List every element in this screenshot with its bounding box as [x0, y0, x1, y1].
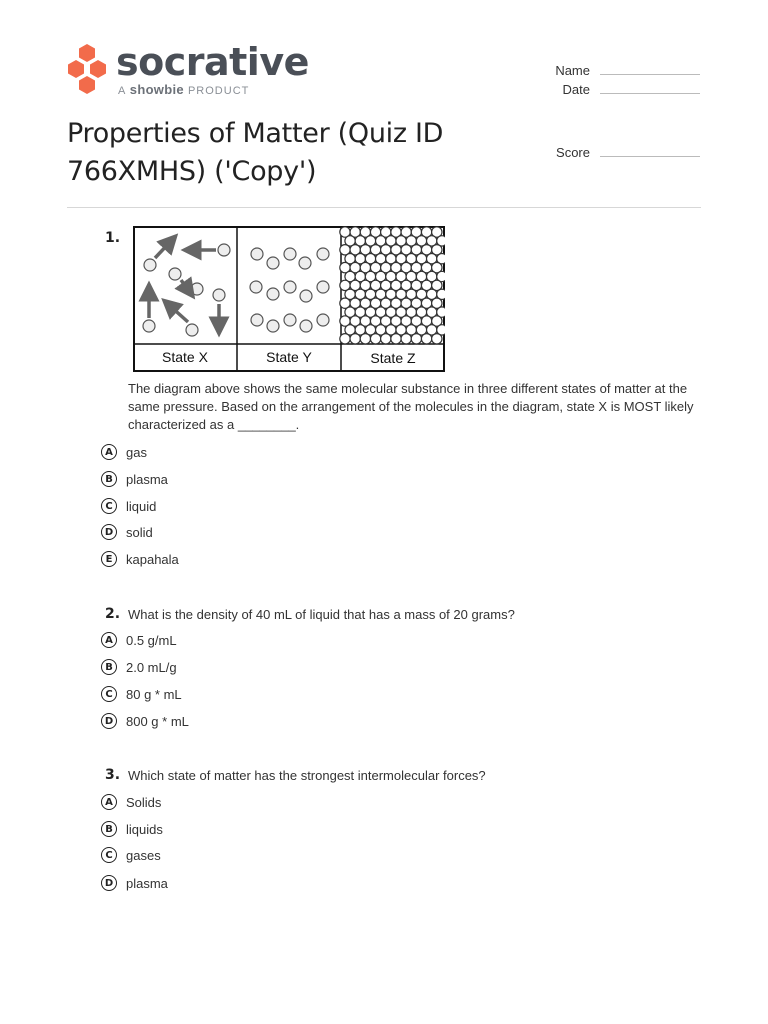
option-letter-badge: C — [101, 847, 117, 863]
lattice-molecule — [432, 334, 442, 344]
lattice-molecule — [381, 334, 391, 344]
answer-option[interactable] — [101, 522, 153, 542]
answer-option[interactable] — [101, 819, 163, 839]
answer-option[interactable] — [101, 873, 168, 893]
option-text: gas — [126, 444, 147, 460]
option-letter-badge: C — [101, 498, 117, 514]
score-field — [550, 145, 700, 160]
option-letter-badge: B — [101, 471, 117, 487]
option-text: solid — [126, 524, 153, 540]
states-of-matter-diagram — [133, 226, 445, 372]
option-letter-badge: D — [101, 524, 117, 540]
logo-tagline: A showbie PRODUCT — [118, 82, 250, 97]
option-text: liquids — [126, 821, 163, 837]
state-x-label: State X — [162, 349, 208, 365]
answer-option[interactable] — [101, 792, 161, 812]
option-letter-badge: B — [101, 659, 117, 675]
answer-option[interactable] — [101, 442, 147, 462]
lattice-molecule — [401, 334, 411, 344]
logo-wordmark: socrative — [116, 40, 309, 84]
lattice-molecule — [421, 334, 431, 344]
score-line — [600, 155, 700, 157]
option-text: 80 g * mL — [126, 686, 182, 702]
option-text: liquid — [126, 498, 157, 514]
question-text: Which state of matter has the strongest intermolecular forces? — [128, 768, 486, 783]
date-line — [600, 92, 700, 94]
header-divider — [67, 207, 701, 208]
answer-option[interactable] — [101, 549, 179, 569]
name-label: Name — [555, 63, 590, 78]
name-line — [600, 73, 700, 75]
answer-option[interactable] — [101, 711, 189, 731]
option-letter-badge: A — [101, 632, 117, 648]
answer-option[interactable] — [101, 496, 156, 516]
option-text: plasma — [126, 471, 168, 487]
question-text: What is the density of 40 mL of liquid that has a mass of 20 grams? — [128, 607, 515, 622]
page-title: Properties of Matter (Quiz ID 766XMHS) ('Copy') — [67, 118, 444, 187]
date-label: Date — [562, 82, 590, 97]
option-letter-badge: B — [101, 821, 117, 837]
state-z-label: State Z — [370, 350, 416, 366]
state-y-label: State Y — [266, 349, 312, 365]
option-letter-badge: C — [101, 686, 117, 702]
option-letter-badge: E — [101, 551, 117, 567]
question-number: 1. — [105, 230, 121, 246]
option-letter-badge: A — [101, 444, 117, 460]
lattice-molecule — [370, 334, 380, 344]
option-text: 800 g * mL — [126, 713, 189, 729]
question-text: The diagram above shows the same molecular substance in three different states of matter at the same pressure. Based on the arrangement of the molecules in the diagram, state X is MOST likely characterized as a ________. — [128, 381, 694, 432]
option-text: Solids — [126, 794, 162, 810]
state-z-lattice — [340, 227, 445, 344]
score-label: Score — [556, 145, 590, 160]
option-text: 2.0 mL/g — [126, 659, 177, 675]
lattice-molecule — [340, 334, 350, 344]
question-number: 3. — [105, 767, 121, 783]
option-text: gases — [126, 847, 161, 863]
lattice-molecule — [360, 334, 370, 344]
option-text: kapahala — [126, 551, 179, 567]
name-field — [550, 63, 700, 78]
option-text: 0.5 g/mL — [126, 632, 177, 648]
hexagon-cluster-icon — [66, 42, 108, 94]
lattice-molecule — [411, 334, 421, 344]
answer-option[interactable] — [101, 845, 161, 865]
option-letter-badge: D — [101, 713, 117, 729]
socrative-logo — [66, 40, 309, 102]
answer-option[interactable] — [101, 469, 168, 489]
option-text: plasma — [126, 875, 168, 891]
question-number: 2. — [105, 606, 121, 622]
date-field — [550, 82, 700, 97]
lattice-molecule — [350, 334, 360, 344]
option-letter-badge: D — [101, 875, 117, 891]
option-letter-badge: A — [101, 794, 117, 810]
lattice-molecule — [391, 334, 401, 344]
answer-option[interactable] — [101, 630, 177, 650]
answer-option[interactable] — [101, 684, 182, 704]
answer-option[interactable] — [101, 657, 177, 677]
